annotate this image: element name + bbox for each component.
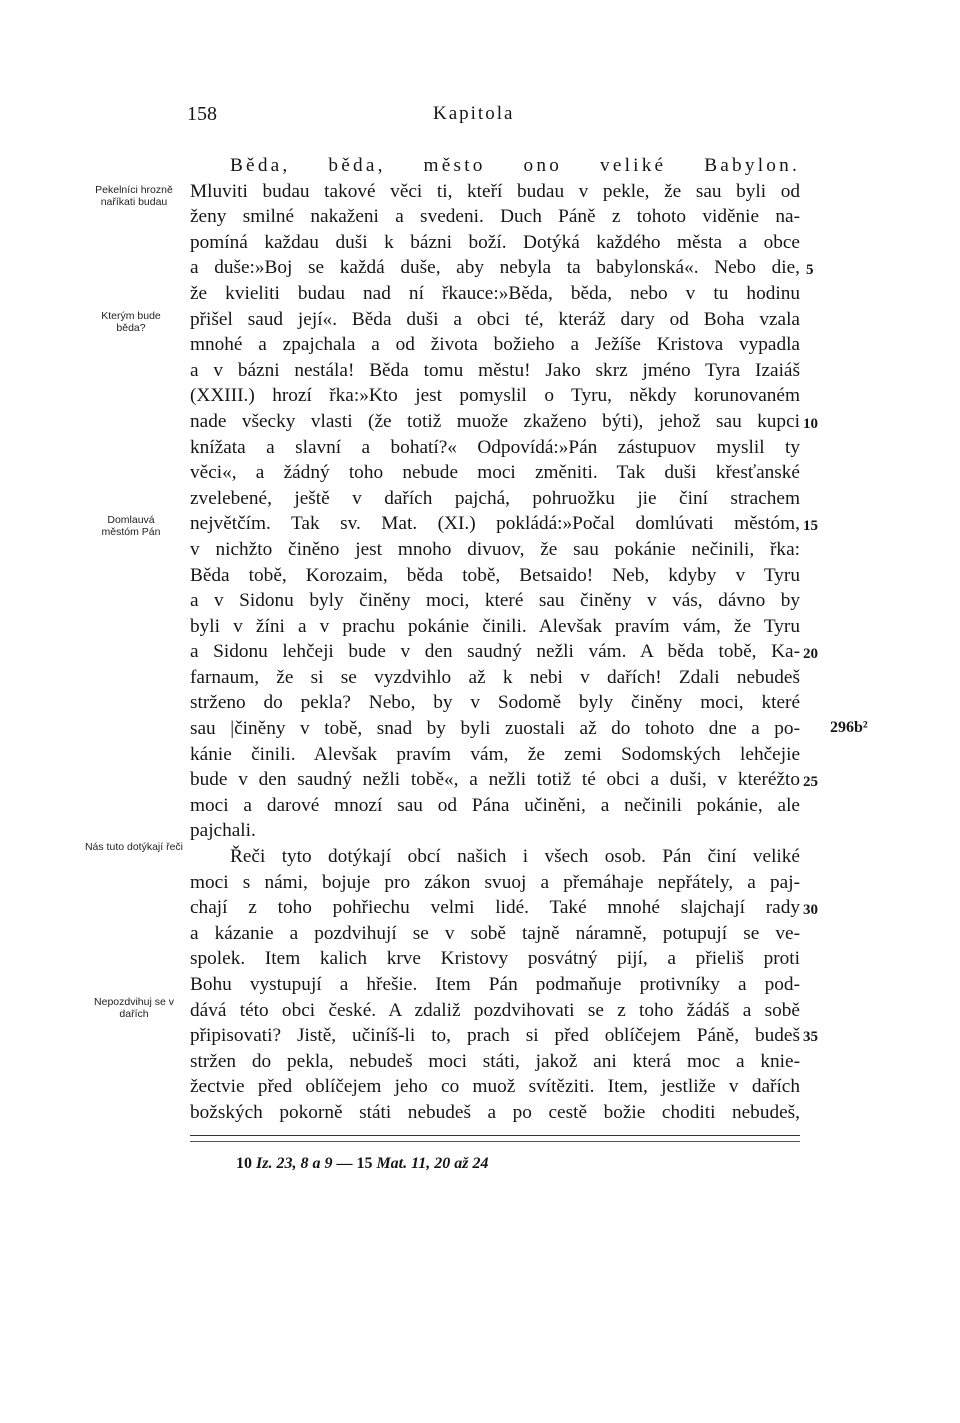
text-line: žectvie před oblíčejem jeho co muož svítěziti. Item, jestliže v dařích <box>190 1076 800 1098</box>
text-line: moci s námi, bojuje pro zákon svuoj a přemáhaje nepřátely, a paj- <box>190 871 800 893</box>
margin-note: Nás tuto dotýkají řeči <box>84 841 184 853</box>
page-number: 158 <box>187 103 217 125</box>
margin-note: Domlauvá městóm Pán <box>101 514 161 538</box>
text-line: knížata a slavní a bohatí?« Odpovídá:»Pán zástupuov myslil ty <box>190 436 800 458</box>
text-line: a kázanie a pozdvihují se v sobě tajně náramně, potupují se ve- <box>190 922 800 944</box>
line-number: 20 <box>803 646 818 662</box>
text-line: Běda tobě, Korozaim, běda tobě, Betsaido! Neb, kdyby v Tyru <box>190 564 800 586</box>
text-line: Řeči tyto dotýkají obcí našich i všech osob. Pán činí veliké <box>230 846 800 868</box>
line-number: 30 <box>803 902 818 918</box>
text-line: že kvieliti budau nad ní řkauce:»Běda, běda, nebo v tu hodinu <box>190 282 800 304</box>
folio-marker: 296b² <box>830 719 868 736</box>
text-line: věci«, a žádný toho nebude moci změniti. Tak duši křesťanské <box>190 462 800 484</box>
line-number: 10 <box>803 416 818 432</box>
text-line: chají z toho pohřiechu velmi lidé. Také mnohé slajchají rady <box>190 897 800 919</box>
text-line: mnohé a zpajchala a od života božieho a Ježíše Kristova vypadla <box>190 334 800 356</box>
paragraph-1 <box>190 153 800 844</box>
text-line: a duše:»Boj se každá duše, aby nebyla ta babylonská«. Nebo die, <box>190 257 800 279</box>
footnote-line-number: 10 <box>236 1155 252 1172</box>
text-line: sau |činěny v tobě, snad by byli zuostali až do tohoto dne a po- <box>190 718 800 740</box>
text-line: připisovati? Jistě, učiníš-li to, prach si před oblíčejem Páně, budeš <box>190 1025 800 1047</box>
text-line: a v Sidonu byly činěny moci, které sau činěny v vás, dávno by <box>190 590 800 612</box>
text-line: božských pokorně státi nebudeš a po cestě božie choditi nebudeš, <box>190 1101 800 1123</box>
text-line: v nichžto činěno jest mnoho divuov, že sau pokánie nečinili, řka: <box>190 538 800 560</box>
text-line: ženy smilné nakaženi a svedeni. Duch Páně z tohoto viděnie na- <box>190 206 800 228</box>
text-line: bude v den saudný nežli tobě«, a nežli totiž té obci a duši, v kteréžto <box>190 769 800 791</box>
running-title: Kapitola <box>433 103 515 124</box>
text-line: pomíná každau duši k bázni boží. Dotýká každého města a obce <box>190 231 800 253</box>
footnote-reference: Iz. 23, 8 a 9 <box>256 1155 333 1172</box>
footnote-separator: — <box>336 1155 353 1172</box>
text-line: a v bázni nestála! Běda tomu městu! Jako skrz jméno Tyra Izaiáš <box>190 359 800 381</box>
main-text <box>190 153 800 1126</box>
text-line: přišel saud její«. Běda duši a obci té, kteráž dary od Boha vzala <box>190 308 800 330</box>
text-line: spolek. Item kalich krve Kristovy posvátný pijí, a přieliš proti <box>190 948 800 970</box>
text-line: strženo do pekla? Nebo, by v Sodomě byly činěny moci, které <box>190 692 800 714</box>
text-line: moci a darové mnozí sau od Pána učiněni, a nečinili pokánie, ale <box>190 794 800 816</box>
line-number: 15 <box>803 518 818 534</box>
text-line: a Sidonu lehčeji bude v den saudný nežli vám. A běda tobě, Ka- <box>190 641 800 663</box>
paragraph-2 <box>190 844 800 1126</box>
line-number: 25 <box>803 774 818 790</box>
text-line: byli v žíni a v prachu pokánie činili. Alevšak pravím vám, že Tyru <box>190 615 800 637</box>
line-number: 35 <box>803 1029 818 1045</box>
footnote <box>236 1155 488 1173</box>
text-line: Běda, běda, město ono veliké Babylon. <box>230 155 800 176</box>
text-line: zvelebené, ještě v dařích pajchá, pohruožku jie činí strachem <box>190 487 800 509</box>
footnote-rule <box>190 1141 800 1142</box>
text-line: kánie činili. Alevšak pravím vám, že zemi Sodomských lehčejie <box>190 743 800 765</box>
text-line: pajchali. <box>190 820 256 842</box>
text-line: dává této obci české. A zdaliž pozdvihovati se z toho žádáš a sobě <box>190 999 800 1021</box>
margin-note: Nepozdvihuj se v dařích <box>94 996 174 1020</box>
text-line: Mluviti budau takové věci ti, kteří budau v pekle, že sau byli od <box>190 180 800 202</box>
text-line: Bohu vystupují a hřešie. Item Pán podmaňuje protivníky a pod- <box>190 974 800 995</box>
text-line: farnaum, že si se vyzdvihlo až k nebi v dařích! Zdali nebudeš <box>190 666 800 688</box>
margin-note: Pekelníci hrozně naříkati budau <box>95 184 173 208</box>
margin-note: Kterým bude běda? <box>101 310 161 334</box>
line-number: 5 <box>806 262 814 278</box>
footnote-reference: Mat. 11, 20 až 24 <box>376 1155 489 1172</box>
text-line: nade všecky vlasti (že totiž muože zkaženo býti), jehož sau kupci <box>190 410 800 432</box>
footnote-rule <box>190 1135 800 1136</box>
text-line: stržen do pekla, nebudeš moci státi, jakož ani která moc a knie- <box>190 1050 800 1072</box>
footnote-line-number: 15 <box>356 1155 373 1172</box>
text-line: největčím. Tak sv. Mat. (XI.) pokládá:»Počal domlúvati městóm, <box>190 513 800 535</box>
text-line: (XXIII.) hrozí řka:»Kto jest pomyslil o Tyru, někdy korunovaném <box>190 385 800 407</box>
